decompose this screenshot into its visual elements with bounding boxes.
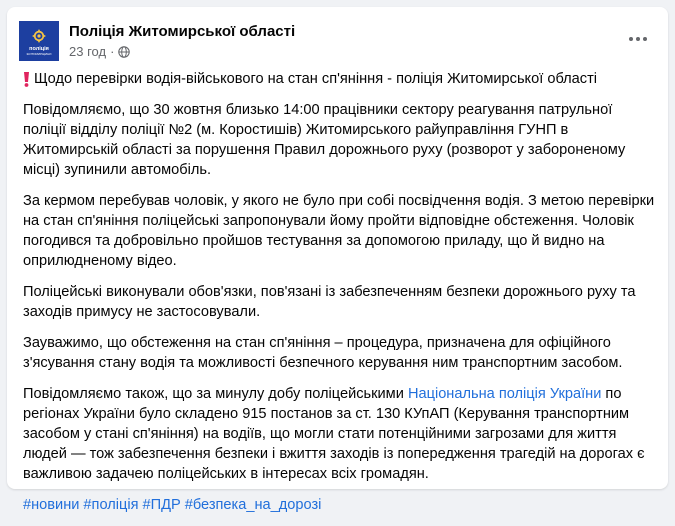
more-dot-icon [643,37,647,41]
more-dot-icon [636,37,640,41]
hashtags [23,495,657,515]
hashtag-link[interactable]: #ПДР [142,497,181,513]
more-dot-icon [629,37,633,41]
police-logo-icon [19,21,59,61]
post-body [23,69,657,526]
avatar[interactable] [19,21,59,61]
globe-icon[interactable] [118,46,130,58]
avatar-logo-text-top: поліція [29,46,49,52]
post-timestamp[interactable]: 23 год [69,44,107,59]
post-paragraph: Поліцейські виконували обов'язки, пов'язані із забезпеченням безпеки дорожнього руху та заходів примусу не застосовували. [23,284,636,320]
exclamation-icon [23,72,30,87]
post-paragraph: За кермом перебував чоловік, у якого не було при собі посвідчення водія. З метою перевірки на стан сп'яніння поліцейські запропонували йому пройти відповідне обстеження. Чоловік погодився та добровільно пройшов тестування за допомогою приладу, що й видно на оприлюдненому відео. [23,193,655,269]
avatar-logo-text-bottom: ЖИТОМИРЩИНИ [26,52,52,56]
post-meta [69,44,130,59]
post-title-text: Щодо перевірки водія-військового на стан сп'яніння - поліція Житомирської області [34,71,597,87]
post-paragraph: Повідомляємо, що 30 жовтня близько 14:00 працівники сектору реагування патрульної поліції відділу поліції №2 (м. Коростишів) Житомирського райуправління ГУНП в Житомирській області за порушення Правил дорожнього руху (розворот у забороненому місці) зупинили автомобіль. [23,102,626,178]
hashtag-link[interactable]: #поліція [83,497,139,513]
hashtag-link[interactable]: #новини [23,497,80,513]
post-title [23,69,657,89]
post-header [19,19,656,63]
hashtag-link[interactable]: #безпека_на_дорозі [184,497,322,513]
post-card [7,7,668,513]
post-paragraph-last [23,384,657,484]
more-options-button[interactable] [622,25,654,53]
page-name-link[interactable]: Поліція Житомирської області [69,23,296,40]
paragraph-text-after: по регіонах України було складено 915 постанов за ст. 130 КУпАП (Керування транспортним засобом у стані сп'яніння) на водіїв, що могли стати потенційними загрозами для життя людей — тож забезпечення безпеки і вжиття заходів із попередження трагедій на дорогах є важливою задачею поліцейських в інтересах всіх громадян. [23,386,645,482]
page-mention-link[interactable]: Національна поліція України [407,386,602,402]
meta-separator: · [110,44,115,59]
post-paragraph: Зауважимо, що обстеження на стан сп'яніння – процедура, призначена для офіційного з'ясування стану водія та можливості безпечного керування ним транспортним засобом. [23,335,623,371]
paragraph-text-before: Повідомляємо також, що за минулу добу поліцейськими [23,386,408,402]
